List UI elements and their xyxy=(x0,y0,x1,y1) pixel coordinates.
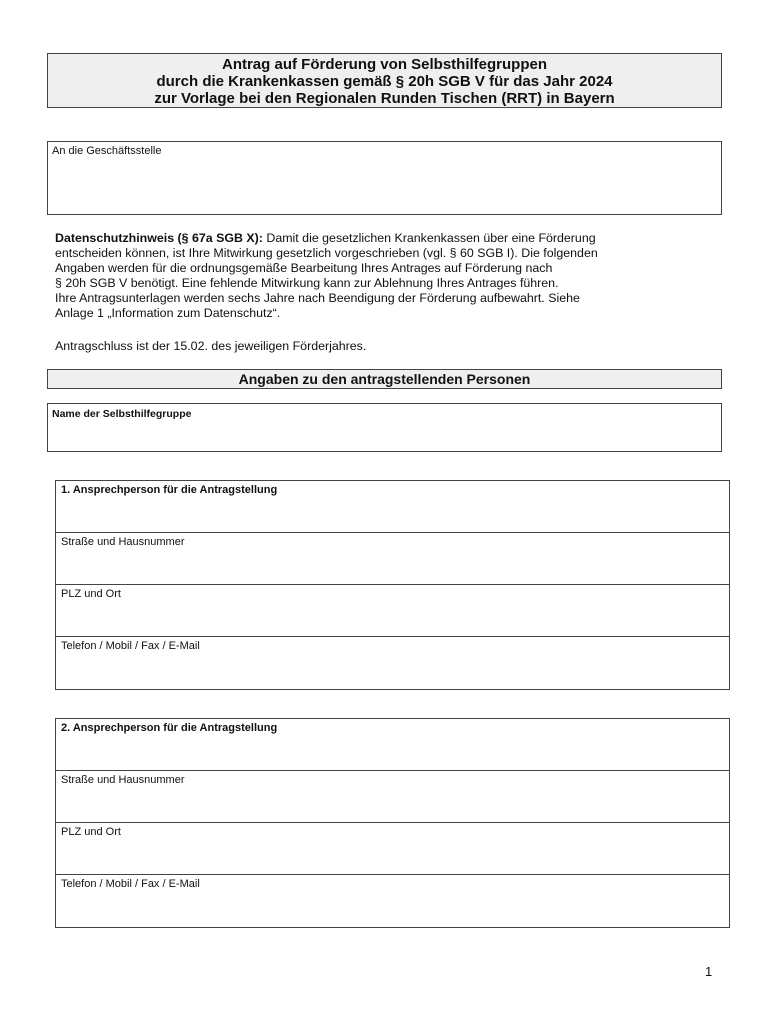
deadline-note: Antragschluss ist der 15.02. des jeweiligen Förderjahres. xyxy=(55,339,367,353)
privacy-line-5: Ihre Antragsunterlagen werden sechs Jahre nach Beendigung der Förderung aufbewahrt. Siehe xyxy=(55,291,580,305)
contact1-city-label: PLZ und Ort xyxy=(61,588,121,600)
title-line-3: zur Vorlage bei den Regionalen Runden Tischen (RRT) in Bayern xyxy=(154,90,615,107)
contact1-street-label: Straße und Hausnummer xyxy=(61,536,185,548)
privacy-line-6: Anlage 1 „Information zum Datenschutz“. xyxy=(55,306,281,320)
contact2-name-field[interactable] xyxy=(56,719,729,771)
address-field-label: An die Geschäftsstelle xyxy=(52,145,162,157)
contact2-city-field[interactable] xyxy=(56,823,729,875)
page-number: 1 xyxy=(705,964,713,979)
contact2-street-field[interactable] xyxy=(56,771,729,823)
contact2-heading: 2. Ansprechperson für die Antragstellung xyxy=(61,722,278,734)
contact2-contact-label: Telefon / Mobil / Fax / E-Mail xyxy=(61,878,200,890)
contact1-contact-label: Telefon / Mobil / Fax / E-Mail xyxy=(61,640,200,652)
contact-person-1-table xyxy=(55,480,730,690)
privacy-heading: Datenschutzhinweis (§ 67a SGB X): xyxy=(55,231,263,245)
form-title xyxy=(47,53,722,108)
contact1-city-field[interactable] xyxy=(56,585,729,637)
contact2-city-label: PLZ und Ort xyxy=(61,826,121,838)
group-name-field[interactable] xyxy=(47,403,722,452)
group-name-label: Name der Selbsthilfegruppe xyxy=(52,408,192,420)
privacy-line-2: entscheiden können, ist Ihre Mitwirkung gesetzlich vorgeschrieben (vgl. § 60 SGB I). Die folgenden xyxy=(55,246,598,260)
contact1-heading: 1. Ansprechperson für die Antragstellung xyxy=(61,484,278,496)
privacy-line-1: Damit die gesetzlichen Krankenkassen über eine Förderung xyxy=(262,231,596,245)
contact2-street-label: Straße und Hausnummer xyxy=(61,774,185,786)
address-field[interactable] xyxy=(47,141,722,215)
section-header: Angaben zu den antragstellenden Personen xyxy=(47,369,722,389)
privacy-line-4: § 20h SGB V benötigt. Eine fehlende Mitwirkung kann zur Ablehnung Ihres Antrages führen. xyxy=(55,276,559,290)
contact1-street-field[interactable] xyxy=(56,533,729,585)
title-line-2: durch die Krankenkassen gemäß § 20h SGB V für das Jahr 2024 xyxy=(156,73,613,90)
privacy-line-3: Angaben werden für die ordnungsgemäße Bearbeitung Ihres Antrages auf Förderung nach xyxy=(55,261,553,275)
title-line-1: Antrag auf Förderung von Selbsthilfegruppen xyxy=(221,56,547,73)
privacy-notice xyxy=(55,231,723,321)
contact2-contact-field[interactable] xyxy=(56,875,729,927)
contact1-contact-field[interactable] xyxy=(56,637,729,689)
contact-person-2-table xyxy=(55,718,730,928)
contact1-name-field[interactable] xyxy=(56,481,729,533)
